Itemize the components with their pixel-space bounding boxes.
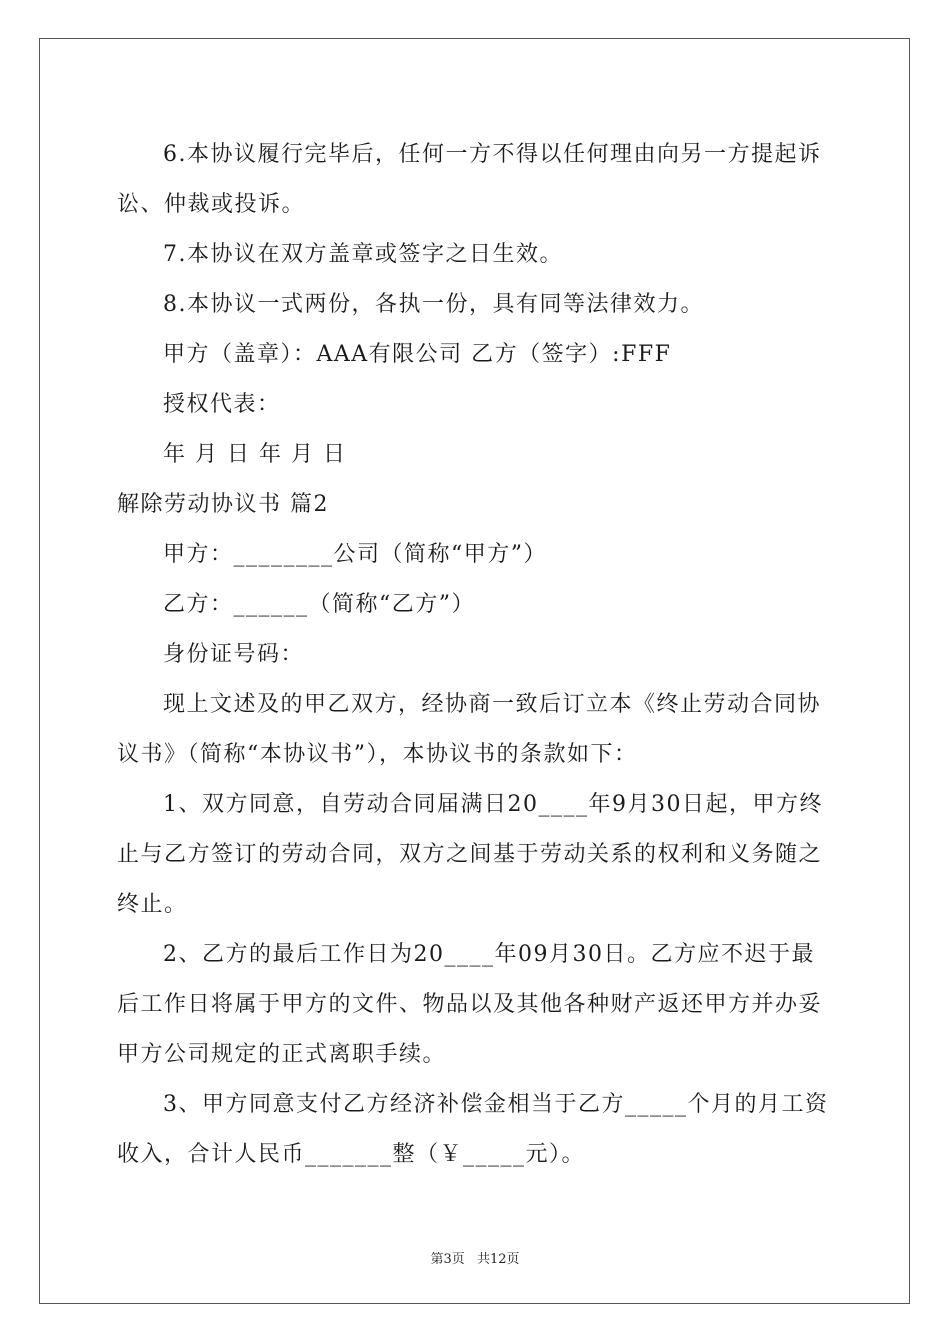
text-line: 议书》（简称“本协议书”），本协议书的条款如下： bbox=[117, 742, 638, 767]
text-line: 讼、仲裁或投诉。 bbox=[117, 192, 306, 217]
section-heading: 解除劳动协议书 篇2 bbox=[117, 492, 329, 517]
party-b-line: 乙方：______（简称“乙方”） bbox=[163, 592, 475, 617]
authorized-rep-line: 授权代表： bbox=[163, 392, 281, 417]
text-line: 甲方公司规定的正式离职手续。 bbox=[117, 1042, 447, 1067]
document-body bbox=[117, 130, 833, 1180]
page-total: 共12页 bbox=[476, 1252, 520, 1267]
page-number: 第3页 bbox=[430, 1252, 465, 1267]
date-line: 年 月 日 年 月 日 bbox=[163, 442, 347, 467]
text-line: 7.本协议在双方盖章或签字之日生效。 bbox=[163, 242, 563, 267]
text-line: 后工作日将属于甲方的文件、物品以及其他各种财产返还甲方并办妥 bbox=[117, 992, 823, 1017]
text-line: 止与乙方签订的劳动合同，双方之间基于劳动关系的权利和义务随之 bbox=[117, 842, 823, 867]
text-line: 6.本协议履行完毕后，任何一方不得以任何理由向另一方提起诉 bbox=[163, 142, 822, 167]
text-line: 现上文述及的甲乙双方，经协商一致后订立本《终止劳动合同协 bbox=[163, 692, 822, 717]
text-line: 2、乙方的最后工作日为20____年09月30日。乙方应不迟于最 bbox=[163, 942, 815, 967]
text-line: 1、双方同意，自劳动合同届满日20____年9月30日起，甲方终 bbox=[163, 792, 823, 817]
text-line: 8.本协议一式两份，各执一份，具有同等法律效力。 bbox=[163, 292, 704, 317]
text-line: 终止。 bbox=[117, 892, 188, 917]
text-line: 3、甲方同意支付乙方经济补偿金相当于乙方_____个月的月工资 bbox=[163, 1092, 829, 1117]
page-footer bbox=[0, 1248, 950, 1267]
party-a-line: 甲方：________公司（简称“甲方”） bbox=[163, 542, 547, 567]
id-number-line: 身份证号码： bbox=[163, 642, 305, 667]
signature-line: 甲方（盖章）：AAA有限公司 乙方（签字）:FFF bbox=[163, 342, 672, 367]
text-line: 收入，合计人民币_______整（￥_____元）。 bbox=[117, 1142, 586, 1167]
